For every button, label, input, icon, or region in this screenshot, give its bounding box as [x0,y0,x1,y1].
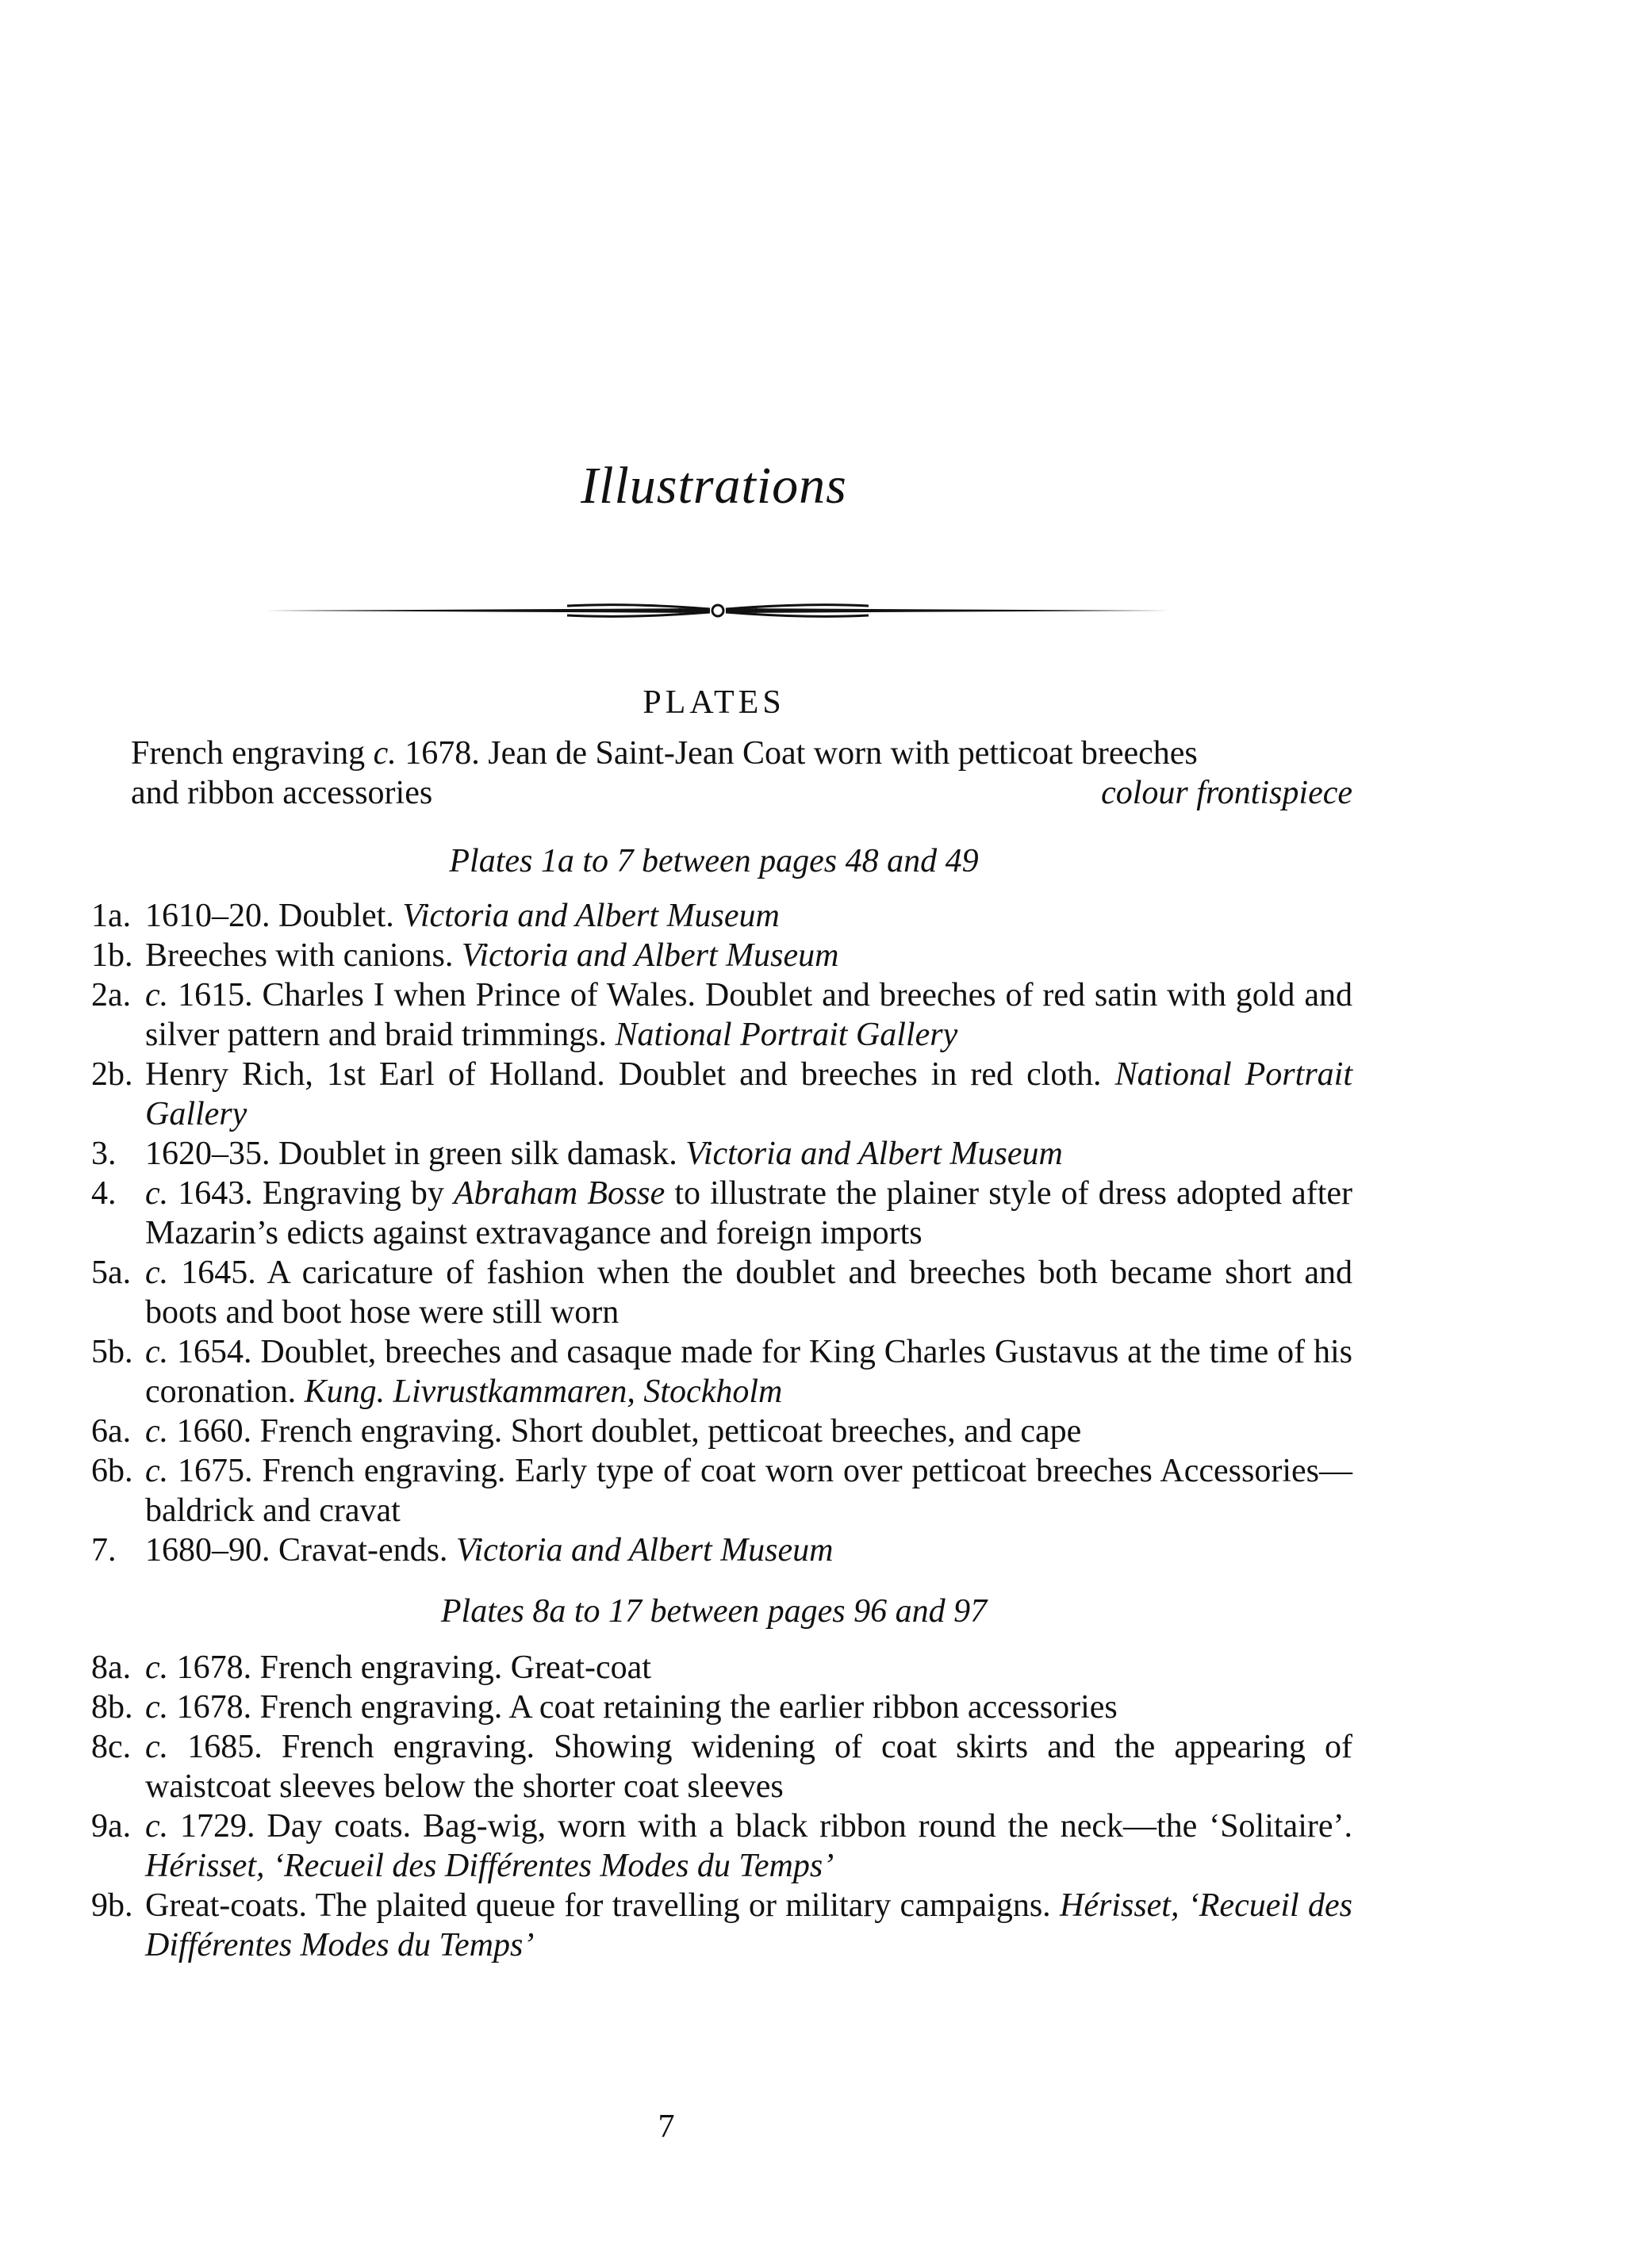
plate-caption: 1610–20. Doublet. Victoria and Albert Museum [145,898,780,934]
plate-number: 8b. [91,1689,133,1726]
plate-caption: 1620–35. Doublet in green silk damask. Victoria and Albert Museum [145,1136,1063,1172]
plates-group-heading-2: Plates 8a to 17 between pages 96 and 97 [440,1593,988,1630]
frontispiece-entry [131,734,1352,813]
plate-number: 4. [91,1175,117,1212]
page-title: Illustrations [581,457,847,515]
plate-entry [91,896,1352,936]
plate-caption: c. 1615. Charles I when Prince of Wales. Doublet and breeches of red satin with gold and silver pattern and braid trimmings. National Portrait Gallery [145,977,1352,1053]
plate-caption: c. 1678. French engraving. A coat retaining the earlier ribbon accessories [145,1689,1118,1726]
frontispiece-line-2: and ribbon accessories [131,775,433,811]
plate-caption: Henry Rich, 1st Earl of Holland. Doublet and breeches in red cloth. National Portrait Gallery [145,1056,1353,1132]
plate-entry [91,936,1352,975]
plate-caption: Breeches with canions. Victoria and Albert Museum [145,937,839,974]
plate-caption: Great-coats. The plaited queue for travelling or military campaigns. Hérisset, ‘Recueil des Différentes Modes du Temps’ [145,1887,1352,1963]
plates-list-2 [91,1648,1352,1965]
plate-number: 2a. [91,977,132,1013]
plate-entry [91,1727,1352,1806]
page-number: 7 [658,2109,675,2145]
section-heading: PLATES [643,684,785,721]
plate-number: 9b. [91,1887,133,1924]
plate-number: 1a. [91,898,132,934]
plates-list-1 [91,896,1352,1570]
plate-caption: c. 1685. French engraving. Showing widening of coat skirts and the appearing of waistcoat sleeves below the shorter coat sleeves [145,1729,1352,1805]
plate-caption: c. 1675. French engraving. Early type of coat worn over petticoat breeches Accessories—baldrick and cravat [145,1453,1352,1529]
plate-number: 9a. [91,1808,132,1845]
plate-number: 5a. [91,1255,132,1291]
plate-entry [91,1688,1352,1727]
plate-number: 5b. [91,1334,133,1370]
plate-caption: 1680–90. Cravat-ends. Victoria and Albert Museum [145,1532,834,1569]
plate-caption: c. 1729. Day coats. Bag-wig, worn with a black ribbon round the neck—the ‘Solitaire’. Hérisset, ‘Recueil des Différentes Modes du Temps’ [145,1808,1352,1884]
plate-caption: c. 1643. Engraving by Abraham Bosse to illustrate the plainer style of dress adopted after Mazarin’s edicts against extravagance and foreign imports [145,1175,1352,1251]
plate-entry [91,1412,1352,1451]
plate-entry [91,1531,1352,1570]
plate-entry [91,1253,1352,1332]
plate-number: 6a. [91,1413,132,1450]
plate-entry [91,1806,1352,1886]
plate-caption: c. 1645. A caricature of fashion when the doublet and breeches both became short and boots and boot hose were still worn [145,1255,1352,1331]
ornament-rule [266,595,1170,626]
plate-number: 2b. [91,1056,133,1093]
plate-entry [91,1055,1352,1134]
plate-entry [91,1451,1352,1531]
plate-entry [91,1886,1352,1965]
plate-number: 1b. [91,937,133,974]
plate-number: 6b. [91,1453,133,1489]
plate-number: 3. [91,1136,117,1172]
plate-entry [91,1332,1352,1412]
plate-number: 7. [91,1532,117,1569]
frontispiece-line-1: French engraving c. 1678. Jean de Saint-Jean Coat worn with petticoat breeches [131,735,1198,772]
plate-entry [91,1648,1352,1688]
plate-number: 8a. [91,1649,132,1686]
plate-entry [91,975,1352,1055]
plate-caption: c. 1654. Doublet, breeches and casaque made for King Charles Gustavus at the time of his coronation. Kung. Livrustkammaren, Stockholm [145,1334,1352,1410]
plate-caption: c. 1660. French engraving. Short doublet, petticoat breeches, and cape [145,1413,1082,1450]
plate-entry [91,1174,1352,1253]
frontispiece-caption: colour frontispiece [1101,775,1352,811]
plates-group-heading-1: Plates 1a to 7 between pages 48 and 49 [449,843,979,879]
plate-number: 8c. [91,1729,132,1765]
plate-caption: c. 1678. French engraving. Great-coat [145,1649,651,1686]
plate-entry [91,1134,1352,1174]
